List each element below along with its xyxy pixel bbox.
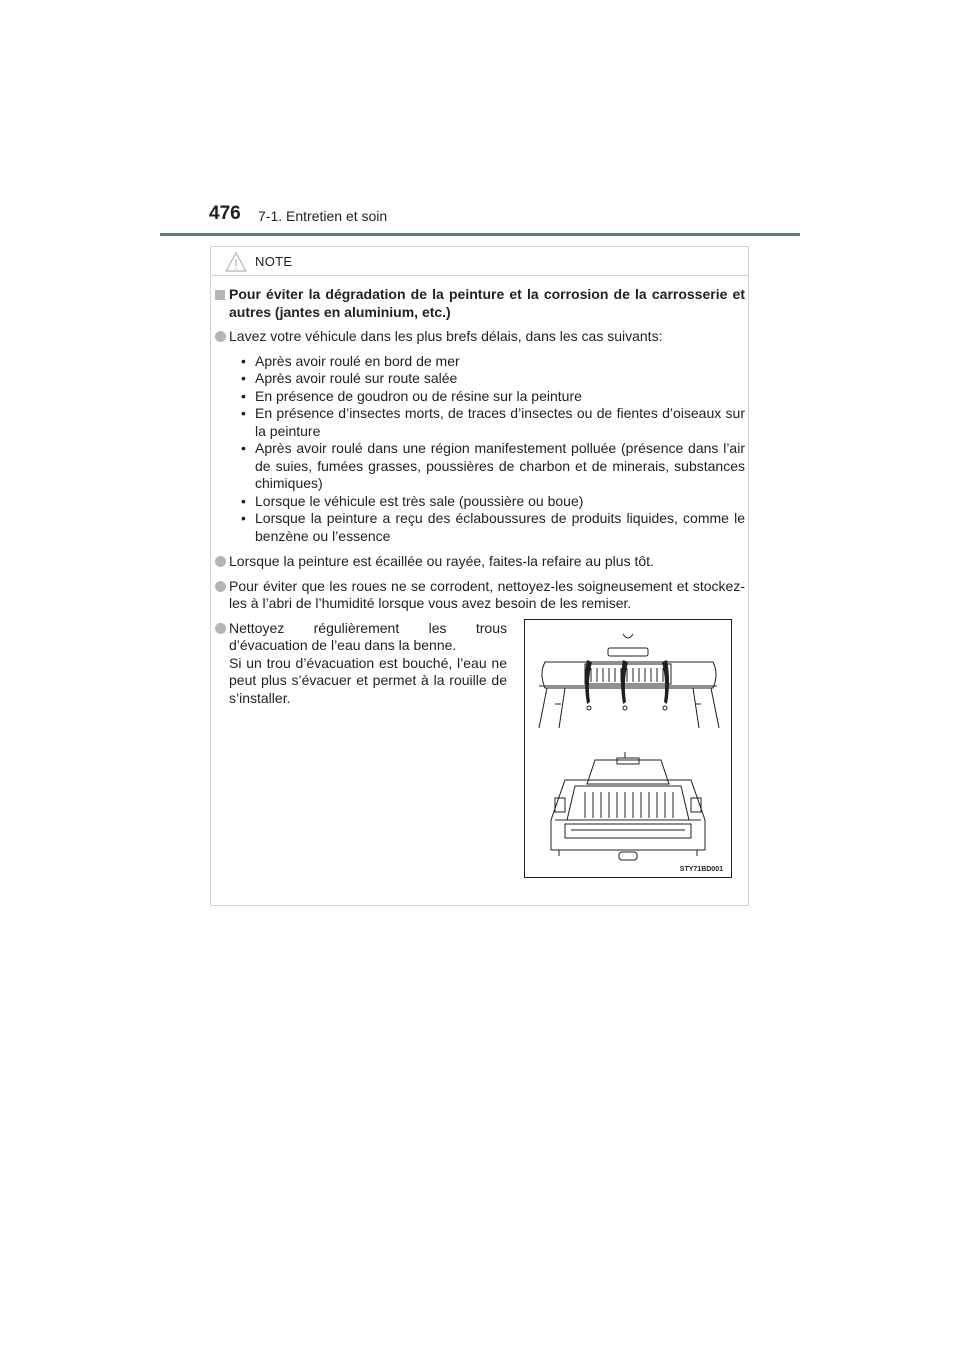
truck-bed-drawing — [525, 620, 731, 877]
figure-code: STY71BD001 — [679, 866, 723, 873]
bullet-paint — [215, 553, 745, 571]
sub-marker: • — [241, 492, 246, 509]
circle-bullet-icon — [215, 623, 226, 634]
bullet-text: Lavez votre véhicule dans les plus brefs délais, dans les cas suivants: — [229, 328, 663, 344]
note-heading-text: Pour éviter la dégradation de la peinture et la corrosion de la carrosserie et autres (jantes en aluminium, etc.) — [229, 286, 745, 320]
bullet-wash — [215, 328, 745, 346]
bullet-text: Nettoyez régulièrement les trous d’évacuation de l’eau dans la benne. — [229, 619, 507, 653]
sub-marker: • — [241, 370, 246, 386]
circle-bullet-icon — [215, 556, 226, 567]
section-title: 7-1. Entretien et soin — [258, 208, 388, 224]
bullet-text: Si un trou d’évacuation est bouché, l’eau ne peut plus s’évacuer et permet à la rouille de s’installer. — [229, 654, 507, 706]
page-number: 476 — [209, 203, 241, 224]
warning-triangle-icon — [225, 252, 247, 272]
sub-list — [215, 353, 745, 546]
sub-marker: • — [241, 405, 246, 421]
header-rule — [160, 233, 800, 236]
square-bullet-icon — [215, 290, 225, 300]
note-heading — [215, 286, 745, 321]
list-item: • Lorsque le véhicule est très sale (poussière ou boue) — [241, 492, 584, 509]
list-item: • Lorsque la peinture a reçu des éclaboussures de produits liquides, comme le benzène ou l’essence — [241, 510, 745, 544]
list-item: • Après avoir roulé dans une région manifestement polluée (présence dans l’air de suies, fumées grasses, poussières de charbon et de minerais, substances chimiques) — [241, 440, 745, 491]
list-item: • En présence de goudron ou de résine sur la peinture — [241, 387, 582, 404]
truck-bed-illustration — [524, 619, 732, 878]
bullet-text: Lorsque la peinture est écaillée ou rayée, faites-la refaire au plus tôt. — [229, 553, 654, 569]
sub-marker: • — [241, 510, 246, 526]
list-item: • Après avoir roulé en bord de mer — [241, 352, 460, 369]
sub-marker: • — [241, 352, 246, 369]
list-item: • En présence d’insectes morts, de traces d’insectes ou de fientes d’oiseaux sur la peinture — [241, 405, 745, 439]
list-item: • Après avoir roulé sur route salée — [241, 370, 458, 386]
note-label: NOTE — [255, 254, 293, 269]
sub-marker: • — [241, 387, 246, 404]
circle-bullet-icon — [215, 581, 226, 592]
sub-marker: • — [241, 440, 246, 456]
bullet-text: Pour éviter que les roues ne se corrodent, nettoyez-les soigneusement et stockez-les à l’abri de l’humidité lorsque vous avez besoin de les remiser. — [229, 577, 745, 611]
note-header — [211, 247, 748, 276]
circle-bullet-icon — [215, 331, 226, 342]
bullet-wheels — [215, 578, 745, 613]
